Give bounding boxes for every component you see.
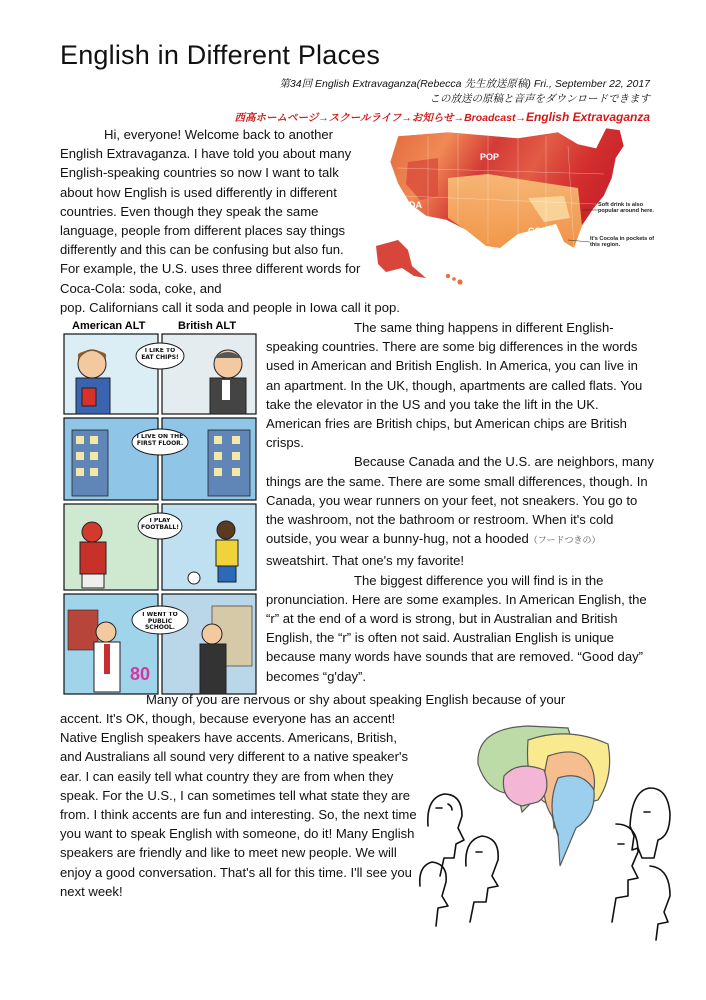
bubble-first-floor: I LIVE ON THE FIRST FLOOR.: [136, 434, 184, 447]
british-alt-label: British ALT: [178, 320, 237, 332]
svg-text:80: 80: [130, 664, 151, 684]
alt-comic-strip: [62, 320, 258, 696]
paragraph-canada: Because Canada and the U.S. are neighbors, many things are the same. There are some small differences, though. In Canada, you wear runners on your feet, not sneakers. You go to the washroom, not the bathroom or restroom. When it's cold outside, you wear a bunny-hug, not a hooded（フードつきの） sweatshirt. That one's my favorite!: [266, 454, 654, 569]
paragraph-british-american: The same thing happens in different English-speaking countries. There are some big differences in the words used in American and British English. In America, you can live in an apartment. In the UK, though, apartments are called flats. You take the elevator in the US and you take the lift in the UK. American fries are British chips, but American chips are British crisps.: [266, 320, 643, 451]
hooded-translation: （フードつきの）: [528, 536, 601, 547]
british-alt-figure: [210, 350, 246, 414]
map-label-coke: COKE: [528, 226, 555, 236]
people-conversation-drawing: [418, 716, 672, 942]
paragraph-intro: Hi, everyone! Welcome back to another English Extravaganza. I have told you about many English-speaking countries so now I want to talk about how English is used differently in different countries. Even though they speak the same language, people from different places say things differently and this can be confusing but also fun. For example, the U.S. uses three different words for Coca-Cola: soda, coke, and: [60, 127, 361, 296]
page-title: English in Different Places: [60, 40, 381, 70]
bubble-eat-chips: I LIKE TO EAT CHIPS!: [141, 348, 179, 361]
breadcrumb-path: 西高ホームページ→スクールライフ→お知らせ→Broadcast→: [234, 112, 526, 124]
bubble-public-school: I WENT TO PUBLIC SCHOOL.: [142, 612, 178, 630]
paragraph-accent: accent. It's OK, though, because everyone has an accent! Native English speakers have accents. Americans, British, and Australians all sound very different to a native speaker's ear. I can easily tell what country they are from when they speak. For the U.S., I can sometimes tell what state they are from. I think accents are fun and interesting. So, the next time you want to speak English with someone, do it! Many English speakers are friendly and like to meet new people. We will enjoy a good conversation. That's all for this time. I'll see you next week!: [60, 711, 417, 899]
american-alt-figure: [76, 350, 110, 414]
paragraph-pronunciation: The biggest difference you will find is in the pronunciation. Here are some examples. In American English, the “r” at the end of a word is strong, but in Australian and British English, the “r” is often not said. Australian English is unique because many words have sounds that are removed. “Good day” becomes “g'day”.: [266, 572, 647, 684]
download-note: この放送の原稿と音声をダウンロードできます: [429, 93, 650, 105]
broadcast-info: 第34回 English Extravaganza(Rebecca 先生放送原稿) Fri., September 22, 2017: [279, 78, 650, 90]
right-column-text: [266, 318, 656, 686]
bubble-play-football: I PLAY FOOTBALL!: [141, 518, 179, 531]
map-note-cocola: It's Cocola in pockets of this region.: [590, 236, 655, 249]
paragraph-intro-tail: pop. Californians call it soda and people in Iowa call it pop.: [60, 300, 400, 315]
breadcrumb-current: English Extravaganza: [525, 110, 650, 124]
map-label-pop: POP: [480, 152, 500, 162]
american-alt-label: American ALT: [72, 320, 146, 332]
us-soda-map: [368, 118, 658, 290]
map-label-soda: SODA: [396, 200, 423, 210]
map-note-soft-drink: Soft drink is also popular around here.: [598, 202, 654, 215]
paragraph-accent-lead: Many of you are nervous or shy about speaking English because of your: [146, 692, 566, 707]
